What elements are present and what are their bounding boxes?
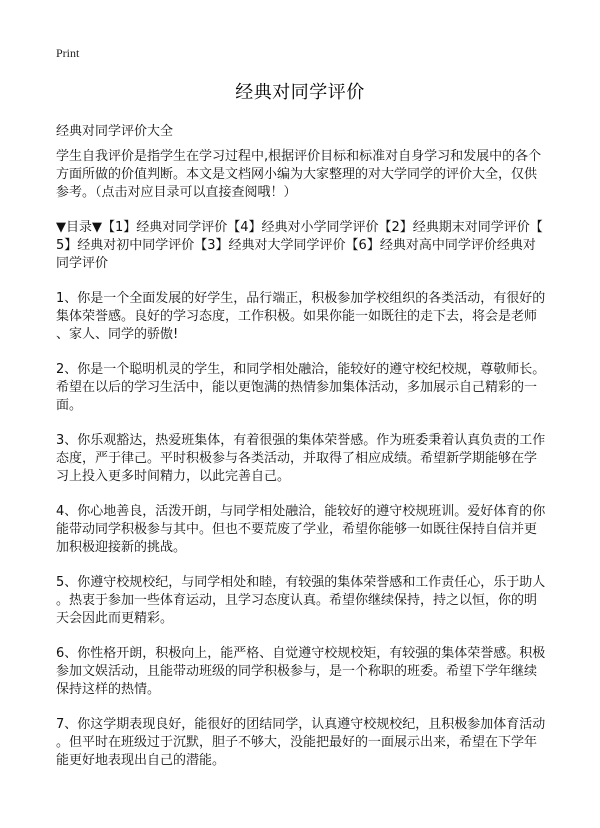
list-item: 3、你乐观豁达，热爱班集体，有着很强的集体荣誉感。作为班委秉着认真负责的工作态度，严于律己。平时积极参与各类活动，并取得了相应成绩。希望新学期能够在学习上投入更多时间精力，以此完善自己。 — [56, 433, 546, 484]
print-label: Print — [56, 46, 80, 60]
table-of-contents[interactable]: ▼目录▼【1】经典对同学评价【4】经典对小学同学评价【2】经典期末对同学评价【5】经典对初中同学评价【3】经典对大学同学评价【6】经典对高中同学评价经典对同学评价 — [56, 220, 543, 271]
list-item: 2、你是一个聪明机灵的学生，和同学相处融洽，能较好的遵守校纪校规，尊敬师长。希望在以后的学习生活中，能以更饱满的热情参加集体活动，多加展示自己精彩的一面。 — [56, 362, 546, 413]
list-item: 4、你心地善良，活泼开朗，与同学相处融洽，能较好的遵守校规班训。爱好体育的你能带动同学积极参与其中。但也不要荒废了学业，希望你能够一如既往保持自信并更加积极迎接新的挑战。 — [56, 504, 546, 555]
list-item: 6、你性格开朗，积极向上，能严格、自觉遵守校规校矩，有较强的集体荣誉感。积极参加文娱活动，且能带动班级的同学积极参与，是一个称职的班委。希望下学年继续保持这样的热情。 — [56, 646, 546, 697]
document-body — [56, 148, 548, 787]
list-item: 7、你这学期表现良好，能很好的团结同学，认真遵守校规校纪，且积极参加体育活动。但平时在班级过于沉默，胆子不够大，没能把最好的一面展示出来，希望在下学年能更好地表现出自己的潜能。 — [56, 717, 546, 768]
list-item: 5、你遵守校规校纪，与同学相处和睦，有较强的集体荣誉感和工作责任心，乐于助人。热衷于参加一些体育运动，且学习态度认真。希望你继续保持，持之以恒，你的明天会因此而更精彩。 — [56, 575, 546, 626]
document-subtitle: 经典对同学评价大全 — [56, 124, 174, 139]
list-item: 1、你是一个全面发展的好学生，品行端正，积极参加学校组织的各类活动，有很好的集体荣誉感。良好的学习态度，工作积极。如果你能一如既往的走下去，将会是老师、家人、同学的骄傲! — [56, 291, 546, 342]
document-title: 经典对同学评价 — [235, 82, 365, 103]
intro-paragraph: 学生自我评价是指学生在学习过程中,根据评价目标和标准对自身学习和发展中的各个方面所做的价值判断。本文是文档网小编为大家整理的对大学同学的评价大全，仅供参考。（点击对应目录可以直接查阅哦！） — [56, 149, 542, 200]
